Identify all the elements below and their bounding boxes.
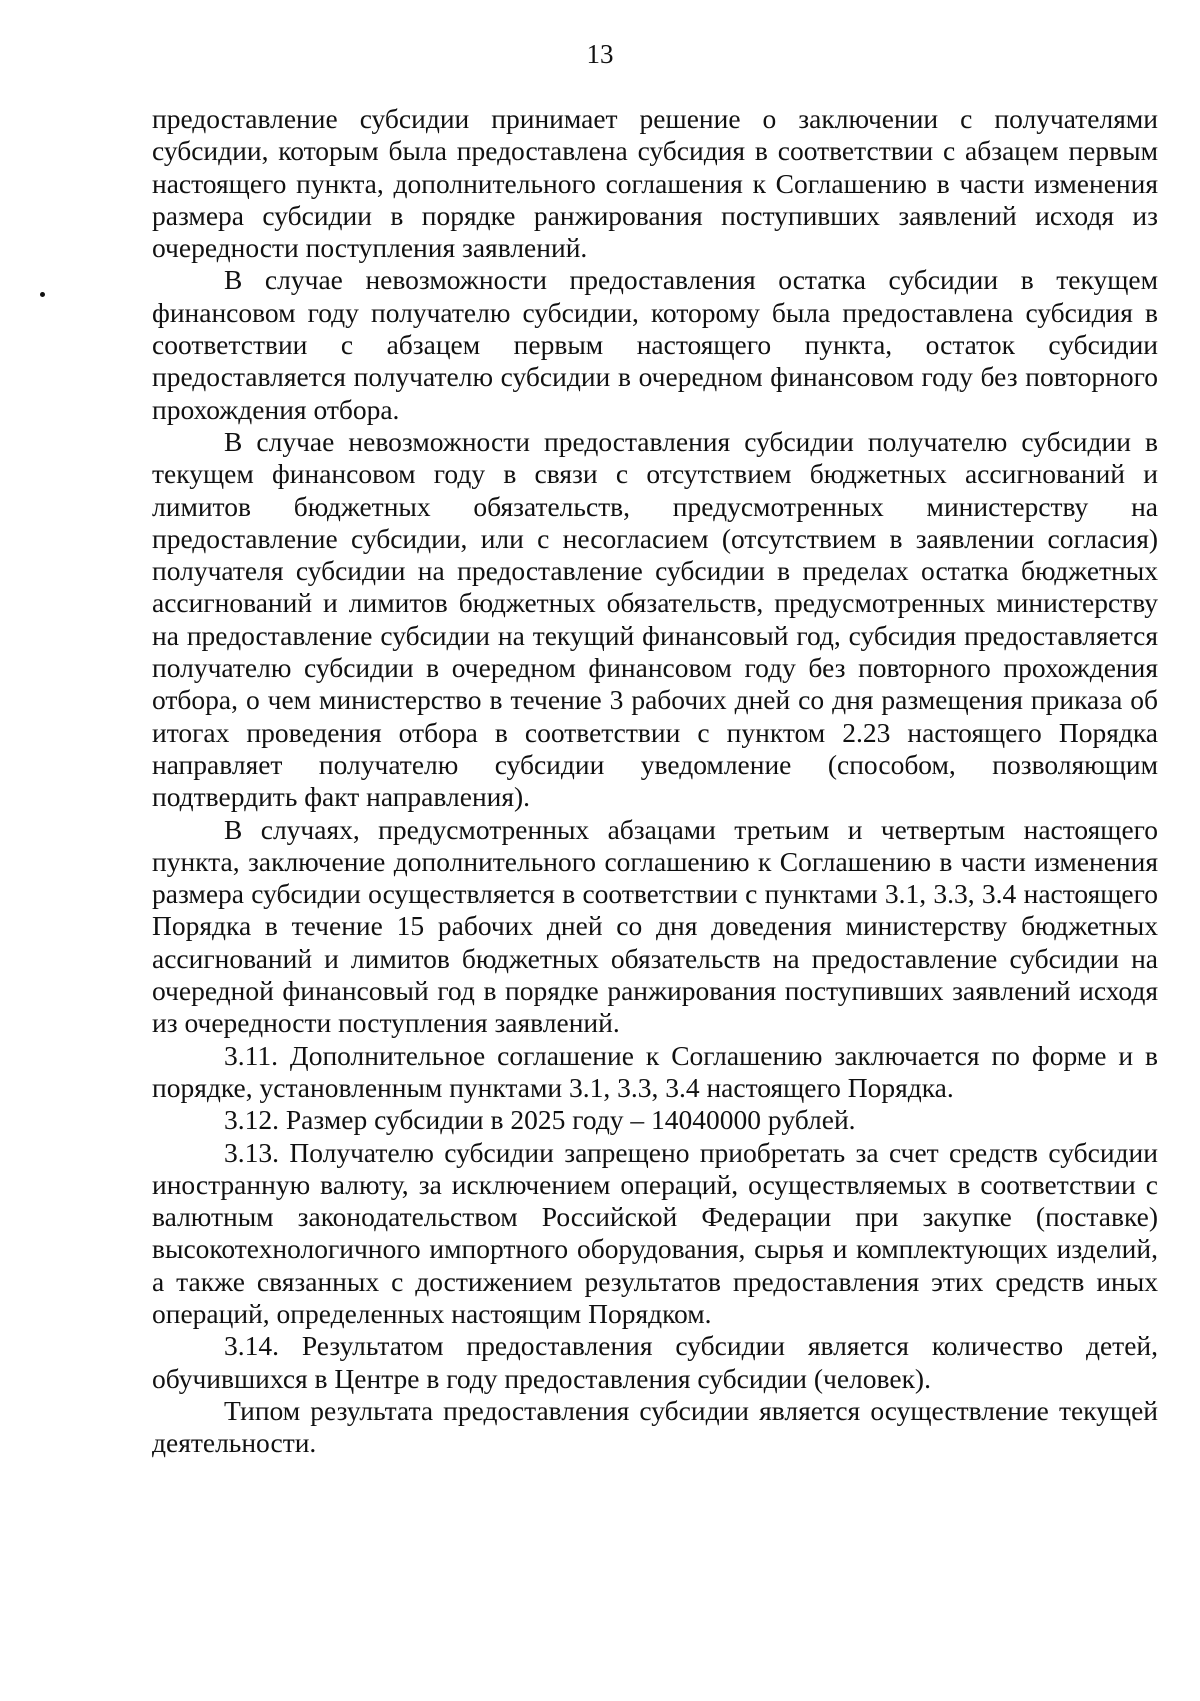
paragraph-3-12: 3.12. Размер субсидии в 2025 году – 14040000 рублей.: [224, 1104, 856, 1136]
paragraph-additional-agreement-cases: В случаях, предусмотренных абзацами третьим и четвертым настоящего пункта, заключение дополнительного соглашению к Соглашению в части изменения размера субсидии осуществляется в соответствии с пунктами 3.1, 3.3, 3.4 настоящего Порядка в течение 15 рабочих дней со дня доведения министерству бюджетных ассигнований и лимитов бюджетных обязательств на предоставление субсидии на очередной финансовый год в порядке ранжирования поступивших заявлений исходя из очередности поступления заявлений.: [152, 813, 1158, 1039]
document-body: [152, 103, 1158, 1459]
paragraph-3-13: 3.13. Получателю субсидии запрещено приобретать за счет средств субсидии иностранную валюту, за исключением операций, осуществляемых в соответствии с валютным законодательством Российской Федерации при закупке (поставке) высокотехнологичного импортного оборудования, сырья и комплектующих изделий, а также связанных с достижением результатов предоставления этих средств иных операций, определенных настоящим Порядком.: [152, 1136, 1158, 1329]
scan-mark-dot: [40, 292, 45, 297]
paragraph-subsidy-impossible: В случае невозможности предоставления субсидии получателю субсидии в текущем финансовом году в связи с отсутствием бюджетных ассигнований и лимитов бюджетных обязательств, предусмотренных министерству на предоставление субсидии, или с несогласием (отсутствием в заявлении согласия) получателя субсидии на предоставление субсидии в пределах остатка бюджетных ассигнований и лимитов бюджетных обязательств, предусмотренных министерству на предоставление субсидии на текущий финансовый год, субсидия предоставляется получателю субсидии в очередном финансовом году без повторного прохождения отбора, о чем министерство в течение 3 рабочих дней со дня размещения приказа об итогах проведения отбора в соответствии с пунктом 2.23 настоящего Порядка направляет получателю субсидии уведомление (способом, позволяющим подтвердить факт направления).: [152, 425, 1158, 813]
paragraph-remaining-subsidy: В случае невозможности предоставления остатка субсидии в текущем финансовом году получателю субсидии, которому была предоставлена субсидия в соответствии с абзацем первым настоящего пункта, остаток субсидии предоставляется получателю субсидии в очередном финансовом году без повторного прохождения отбора.: [152, 264, 1158, 425]
page-number: 13: [586, 39, 614, 69]
paragraph-result-type: Типом результата предоставления субсидии является осуществление текущей деятельности.: [152, 1394, 1158, 1459]
paragraph-3-11: 3.11. Дополнительное соглашение к Соглашению заключается по форме и в порядке, установленным пунктами 3.1, 3.3, 3.4 настоящего Порядка.: [152, 1039, 1158, 1103]
paragraph-3-14: 3.14. Результатом предоставления субсидии является количество детей, обучившихся в Центре в году предоставления субсидии (человек).: [152, 1330, 1158, 1394]
paragraph-continuation: предоставление субсидии принимает решение о заключении с получателями субсидии, которым была предоставлена субсидия в соответствии с абзацем первым настоящего пункта, дополнительного соглашения к Соглашению в части изменения размера субсидии в порядке ранжирования поступивших заявлений исходя из очередности поступления заявлений.: [152, 103, 1158, 264]
